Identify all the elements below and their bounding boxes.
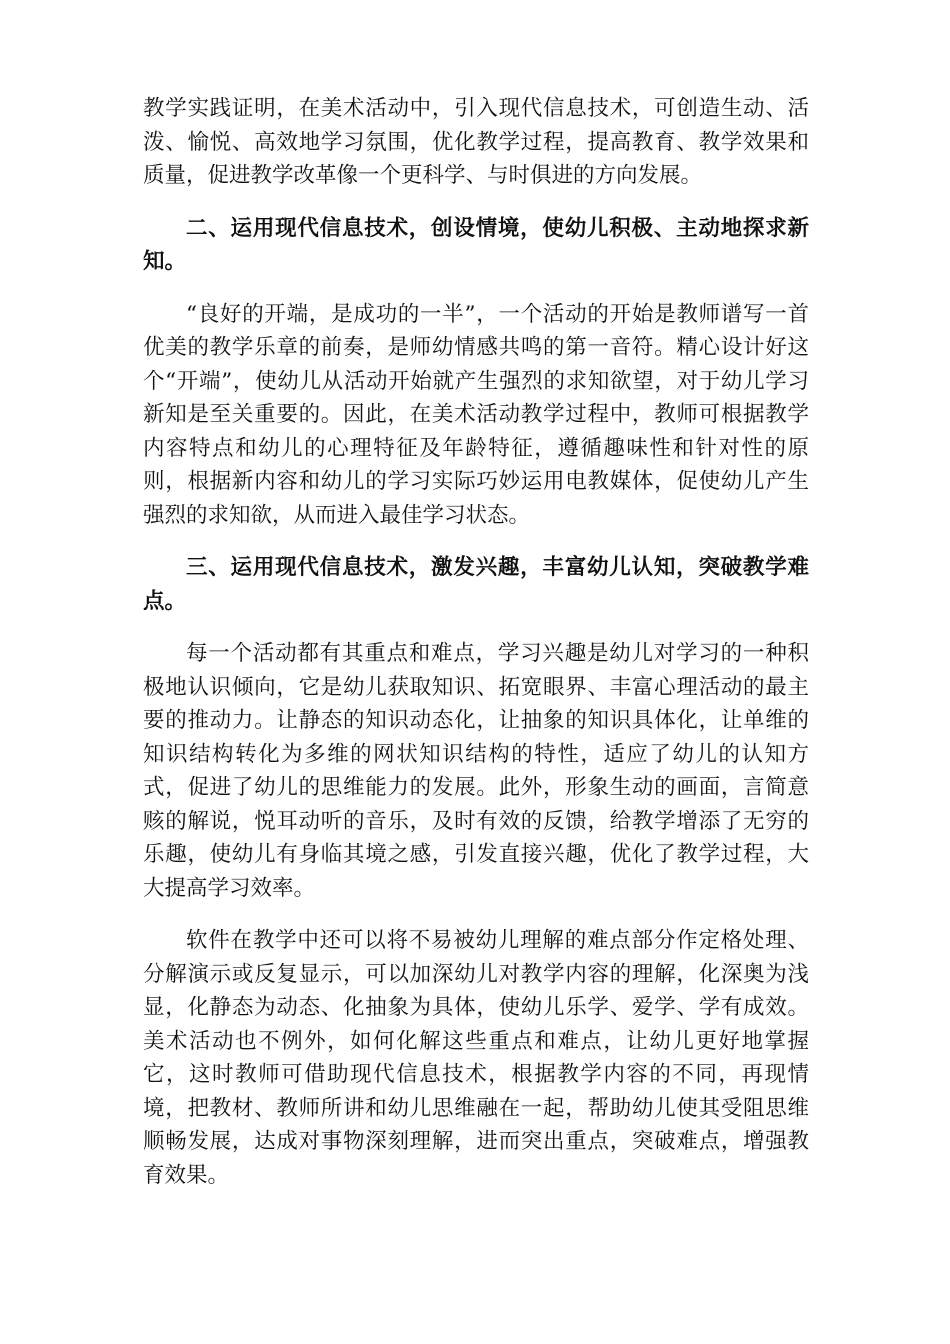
- paragraph-intro-continuation: 教学实践证明，在美术活动中，引入现代信息技术，可创造生动、活泼、愉悦、高效地学习氛围，优化教学过程，提高教育、教学效果和质量，促进教学改革像一个更科学、与时俱进的方向发展。: [143, 96, 809, 188]
- section-heading-3: 三、运用现代信息技术，激发兴趣，丰富幼儿认知，突破教学难点。: [143, 555, 809, 614]
- paragraph-section-2-body: “良好的开端，是成功的一半”，一个活动的开始是教师谱写一首优美的教学乐章的前奏，是师幼情感共鸣的第一音符。精心设计好这个“开端”，使幼儿从活动开始就产生强烈的求知欲望，对于幼儿学习新知是至关重要的。因此，在美术活动教学过程中，教师可根据教学内容特点和幼儿的心理特征及年龄特征，遵循趣味性和针对性的原则，根据新内容和幼儿的学习实际巧妙运用电教媒体，促使幼儿产生强烈的求知欲，从而进入最佳学习状态。: [143, 301, 809, 528]
- section-heading-2: 二、运用现代信息技术，创设情境，使幼儿积极、主动地探求新知。: [143, 215, 809, 274]
- paragraph-section-3-body-1: 每一个活动都有其重点和难点，学习兴趣是幼儿对学习的一种积极地认识倾向，它是幼儿获取知识、拓宽眼界、丰富心理活动的最主要的推动力。让静态的知识动态化，让抽象的知识具体化，让单维的知识结构转化为多维的网状知识结构的特性，适应了幼儿的认知方式，促进了幼儿的思维能力的发展。此外，形象生动的画面，言简意赅的解说，悦耳动听的音乐，及时有效的反馈，给教学增添了无穷的乐趣，使幼儿有身临其境之感，引发直接兴趣，优化了教学过程，大大提高学习效率。: [143, 641, 809, 901]
- document-body: [143, 92, 809, 1192]
- paragraph-section-3-body-2: 软件在教学中还可以将不易被幼儿理解的难点部分作定格处理、分解演示或反复显示，可以加深幼儿对教学内容的理解，化深奥为浅显，化静态为动态、化抽象为具体，使幼儿乐学、爱学、学有成效。美术活动也不例外，如何化解这些重点和难点，让幼儿更好地掌握它，这时教师可借助现代信息技术，根据教学内容的不同，再现情境，把教材、教师所讲和幼儿思维融在一起，帮助幼儿使其受阻思维顺畅发展，达成对事物深刻理解，进而突出重点，突破难点，增强教育效果。: [143, 928, 809, 1188]
